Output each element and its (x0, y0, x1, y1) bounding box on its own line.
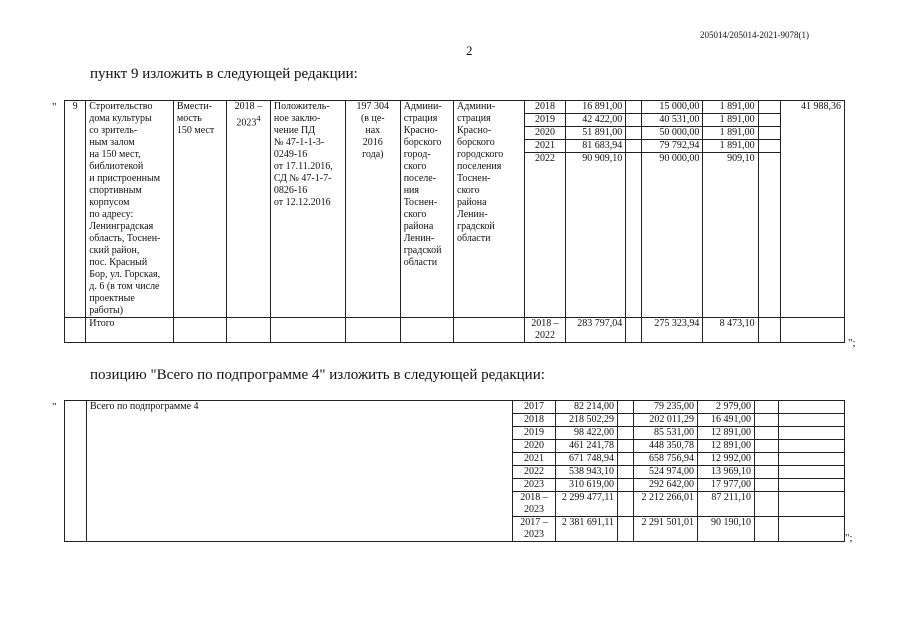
itogo-local: 8 473,10 (703, 318, 758, 343)
year-cell: 2017 – 2023 (513, 517, 556, 542)
local-cell: 909,10 (703, 153, 758, 318)
regional-cell: 292 642,00 (634, 479, 698, 492)
regional-cell: 79 235,00 (634, 401, 698, 414)
local-cell: 87 211,10 (698, 492, 755, 517)
total-cell: 98 422,00 (556, 427, 618, 440)
expert-conclusion: Положитель- ное заклю- чение ПД № 47-1-1-3- 0249-16 от 17.11.2016, СД № 47-1-7- 0826-16 от 12.12.2016 (270, 101, 345, 318)
regional-cell: 40 531,00 (641, 114, 703, 127)
year-cell: 2017 (513, 401, 556, 414)
document-id: 205014/205014-2021-9078(1) (700, 30, 809, 40)
total-cell: 90 909,10 (566, 153, 626, 318)
year-cell: 2022 (513, 466, 556, 479)
subprogram-row (65, 401, 845, 414)
local-cell: 1 891,00 (703, 101, 758, 114)
estimated-cost: 197 304 (в це- нах 2016 года) (345, 101, 400, 318)
local-cell: 1 891,00 (703, 114, 758, 127)
year-cell: 2019 (524, 114, 566, 127)
itogo-regional: 275 323,94 (641, 318, 703, 343)
customer: Админи- страция Красно- борского город- ского поселе- ния Тоснен- ского района Ленин- градской области (400, 101, 453, 318)
total-cell: 218 502,29 (556, 414, 618, 427)
regional-cell: 658 756,94 (634, 453, 698, 466)
instruction-item-9: пункт 9 изложить в следующей редакции: (90, 66, 358, 82)
itogo-period: 2018 – 2022 (524, 318, 566, 343)
year-cell: 2018 (524, 101, 566, 114)
item-number: 9 (65, 101, 86, 318)
total-cell: 51 891,00 (566, 127, 626, 140)
total-cell: 16 891,00 (566, 101, 626, 114)
year-cell: 2020 (513, 440, 556, 453)
local-cell: 12 992,00 (698, 453, 755, 466)
regional-cell: 85 531,00 (634, 427, 698, 440)
itogo-label: Итого (86, 318, 174, 343)
remaining-value: 41 988,36 (781, 101, 845, 318)
regional-cell: 448 350,78 (634, 440, 698, 453)
total-cell: 671 748,94 (556, 453, 618, 466)
local-cell: 12 891,00 (698, 440, 755, 453)
year-cell: 2018 (513, 414, 556, 427)
year-cell: 2018 – 2023 (513, 492, 556, 517)
regional-cell: 2 291 501,01 (634, 517, 698, 542)
total-cell: 461 241,78 (556, 440, 618, 453)
closing-quote-1: "; (848, 337, 856, 349)
total-cell: 81 683,94 (566, 140, 626, 153)
year-cell: 2021 (513, 453, 556, 466)
regional-cell: 15 000,00 (641, 101, 703, 114)
total-cell: 538 943,10 (556, 466, 618, 479)
opening-quote-1: " (52, 101, 57, 113)
year-cell: 2023 (513, 479, 556, 492)
regional-cell: 50 000,00 (641, 127, 703, 140)
year-cell: 2022 (524, 153, 566, 318)
total-cell: 2 299 477,11 (556, 492, 618, 517)
regional-cell: 202 011,29 (634, 414, 698, 427)
local-cell: 1 891,00 (703, 140, 758, 153)
subprogram-total-table (64, 400, 845, 542)
itogo-total: 283 797,04 (566, 318, 626, 343)
object-capacity: Вмести- мость 150 мест (173, 101, 226, 318)
construction-period: 2018 – 2023$^4$ (226, 101, 270, 318)
local-cell: 13 969,10 (698, 466, 755, 479)
total-cell: 82 214,00 (556, 401, 618, 414)
regional-cell: 2 212 266,01 (634, 492, 698, 517)
total-cell: 310 619,00 (556, 479, 618, 492)
year-cell: 2021 (524, 140, 566, 153)
subprogram-label: Всего по подпрограмме 4 (87, 401, 513, 542)
local-cell: 17 977,00 (698, 479, 755, 492)
year-cell: 2020 (524, 127, 566, 140)
page-number: 2 (466, 43, 473, 58)
developer: Админи- страция Красно- борского городского поселения Тоснен- ского района Ленин- градской области (454, 101, 525, 318)
regional-cell: 90 000,00 (641, 153, 703, 318)
object-name: Строительство дома культуры со зритель- ным залом на 150 мест, библиотекой и пристроенным спортивным корпусом по адресу: Ленинградская область, Тоснен- ский район, пос. Красный Бор, ул. Горская, д. 6 (в том числе проектные работы) (86, 101, 174, 318)
local-cell: 12 891,00 (698, 427, 755, 440)
closing-quote-2: "; (845, 532, 853, 544)
local-cell: 2 979,00 (698, 401, 755, 414)
instruction-total-subprogram: позицию "Всего по подпрограмме 4" изложить в следующей редакции: (90, 367, 545, 383)
year-cell: 2019 (513, 427, 556, 440)
opening-quote-2: " (52, 401, 57, 413)
total-cell: 2 381 691,11 (556, 517, 618, 542)
regional-cell: 79 792,94 (641, 140, 703, 153)
item-9-table (64, 100, 845, 343)
regional-cell: 524 974,00 (634, 466, 698, 479)
local-cell: 1 891,00 (703, 127, 758, 140)
local-cell: 90 190,10 (698, 517, 755, 542)
local-cell: 16 491,00 (698, 414, 755, 427)
total-cell: 42 422,00 (566, 114, 626, 127)
